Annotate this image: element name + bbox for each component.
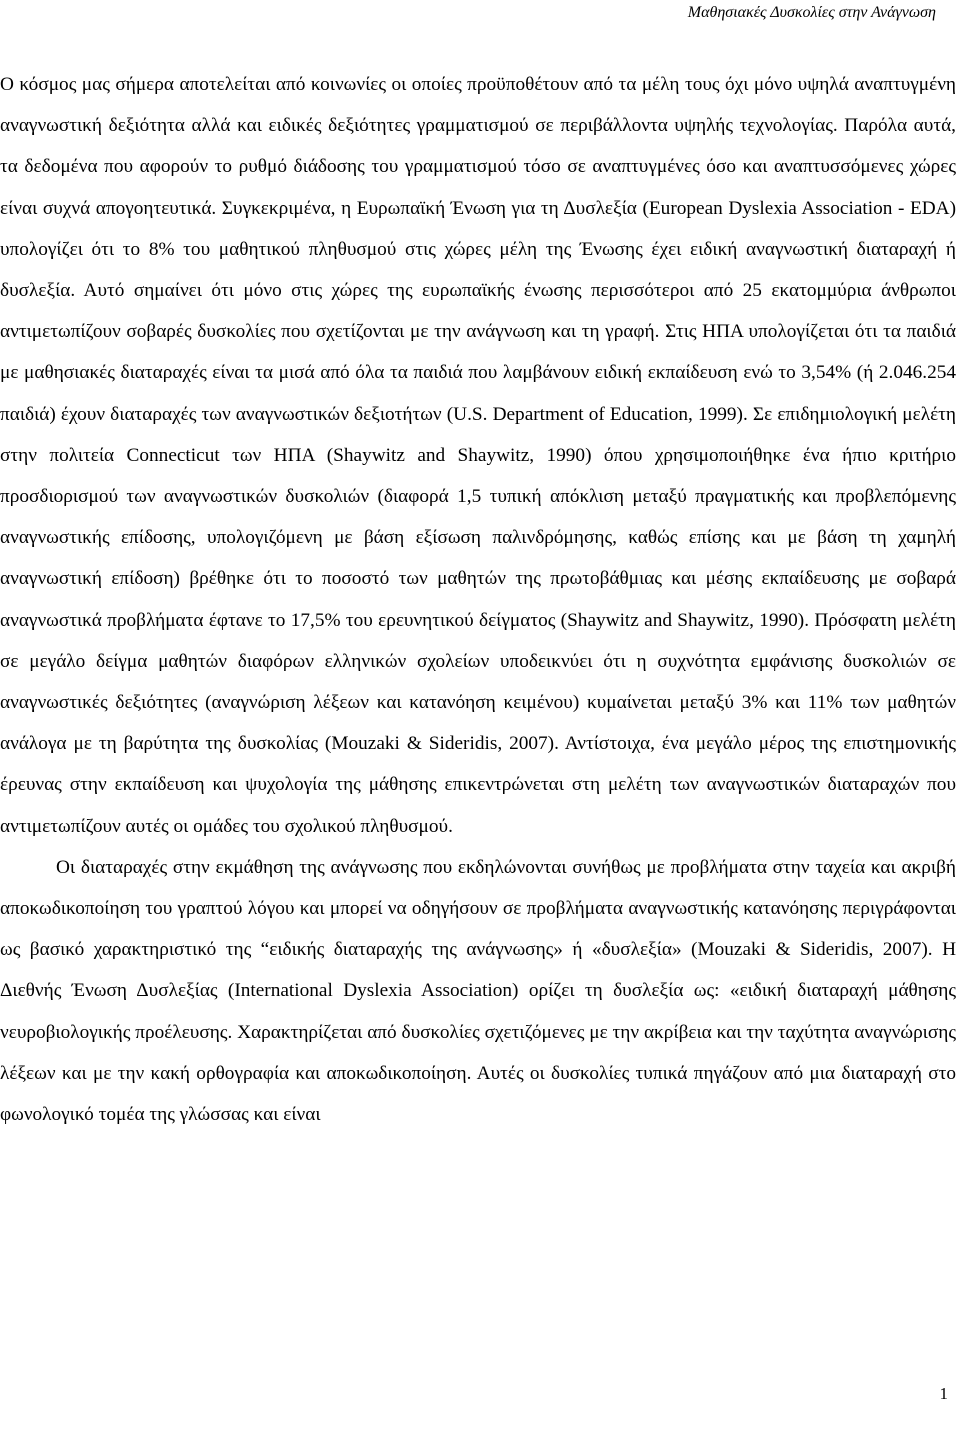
document-body bbox=[0, 64, 956, 1135]
paragraph-2: Οι διαταραχές στην εκμάθηση της ανάγνωσης που εκδηλώνονται συνήθως με προβλήματα στην ταχεία και ακριβή αποκωδικοποίηση του γραπτού λόγου και μπορεί να οδηγήσουν σε προβλήματα αναγνωστικής κατανόησης περιγράφονται ως βασικό χαρακτηριστικό της “ειδικής διαταραχής της ανάγνωσης» ή «δυσλεξία» (Mouzaki & Sideridis, 2007). Η Διεθνής Ένωση Δυσλεξίας (International Dyslexia Association) ορίζει τη δυσλεξία ως: «ειδική διαταραχή μάθησης νευροβιολογικής προέλευσης. Χαρακτηρίζεται από δυσκολίες σχετιζόμενες με την ακρίβεια και την ταχύτητα αναγνώρισης λέξεων και με την κακή ορθογραφία και αποκωδικοποίηση. Αυτές οι δυσκολίες τυπικά πηγάζουν από μια διαταραχή στο φωνολογικό τομέα της γλώσσας και είναι bbox=[0, 856, 956, 1126]
running-header: Μαθησιακές Δυσκολίες στην Ανάγνωση bbox=[687, 4, 936, 21]
page-number: 1 bbox=[939, 1384, 948, 1403]
paragraph-1: Ο κόσμος μας σήμερα αποτελείται από κοινωνίες οι οποίες προϋποθέτουν από τα μέλη τους όχι μόνο υψηλά αναπτυγμένη αναγνωστική δεξιότητα αλλά και ειδικές δεξιότητες γραμματισμού σε περιβάλλοντα υψηλής τεχνολογίας. Παρόλα αυτά, τα δεδομένα που αφορούν το ρυθμό διάδοσης του γραμματισμού τόσο σε αναπτυγμένες όσο και αναπτυσσόμενες χώρες είναι συχνά απογοητευτικά. Συγκεκριμένα, η Ευρωπαϊκή Ένωση για τη Δυσλεξία (European Dyslexia Association - EDA) υπολογίζει ότι το 8% του μαθητικού πληθυσμού στις χώρες μέλη της Ένωσης έχει ειδική αναγνωστική διαταραχή ή δυσλεξία. Αυτό σημαίνει ότι μόνο στις χώρες της ευρωπαϊκής ένωσης περισσότεροι από 25 εκατομμύρια άνθρωποι αντιμετωπίζουν σοβαρές δυσκολίες που σχετίζονται με την ανάγνωση και τη γραφή. Στις ΗΠΑ υπολογίζεται ότι τα παιδιά με μαθησιακές διαταραχές είναι τα μισά από όλα τα παιδιά που λαμβάνουν ειδική εκπαίδευση ενώ το 3,54% (ή 2.046.254 παιδιά) έχουν διαταραχές των αναγνωστικών δεξιοτήτων (U.S. Department of Education, 1999). Σε επιδημιολογική μελέτη στην πολιτεία Connecticut των ΗΠΑ (Shaywitz and Shaywitz, 1990) όπου χρησιμοποιήθηκε ένα ήπιο κριτήριο προσδιορισμού των αναγνωστικών δυσκολιών (διαφορά 1,5 τυπική απόκλιση μεταξύ πραγματικής και προβλεπόμενης αναγνωστικής επίδοσης, υπολογιζόμενη με βάση εξίσωση παλινδρόμησης, καθώς επίσης και με βάση τη χαμηλή αναγνωστική επίδοση) βρέθηκε ότι το ποσοστό των μαθητών της πρωτοβάθμιας και μέσης εκπαίδευσης με σοβαρά αναγνωστικά προβλήματα έφτανε το 17,5% του ερευνητικού δείγματος (Shaywitz and Shaywitz, 1990). Πρόσφατη μελέτη σε μεγάλο δείγμα μαθητών διαφόρων ελληνικών σχολείων υποδεικνύει ότι η συχνότητα εμφάνισης δυσκολιών σε αναγνωστικές δεξιότητες (αναγνώριση λέξεων και κατανόηση κειμένου) κυμαίνεται μεταξύ 3% και 11% των μαθητών ανάλογα με τη βαρύτητα της δυσκολίας (Mouzaki & Sideridis, 2007). Αντίστοιχα, ένα μεγάλο μέρος της επιστημονικής έρευνας στην εκπαίδευση και ψυχολογία της μάθησης επικεντρώνεται στη μελέτη των αναγνωστικών διαταραχών που αντιμετωπίζουν αυτές οι ομάδες του σχολικού πληθυσμού. bbox=[0, 74, 956, 837]
